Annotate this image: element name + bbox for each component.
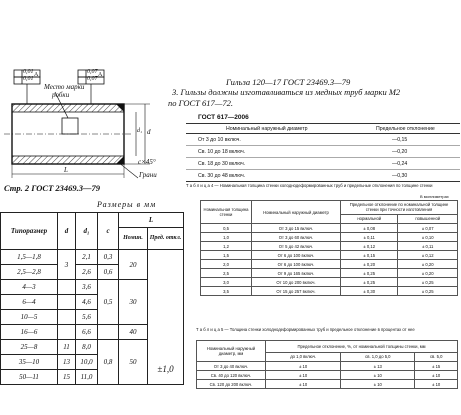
table-row: Св. 18 до 30 включ. —0,24 [186,158,460,170]
table-row: 2,0 От 6 до 100 включ. ± 0,20 ± 0,20 [201,260,458,269]
label-marking: Место марки [44,83,85,91]
table-row: Св. 30 до 48 включ. —0,30 [186,170,460,182]
table-row: От 3 до 10 включ. —0,15 [186,134,460,146]
tol1-top: 0,01 [23,69,34,75]
table-row: 10—5 5,6 [1,310,184,325]
gost-title: ГОСТ 617—2006 [198,114,249,121]
table-row: 1,2 От 5 до 42 включ. ± 0,12 ± 0,11 [201,242,458,251]
dim-d: d [147,128,151,136]
col-d1: d₁ [76,213,98,250]
table4-caption: Т а б л и ц а 4 — Номинальная толщина стенки холоднодеформированных труб и предельные отклонения по толщине стенки [186,183,433,188]
col-type: Типоразмер [1,213,58,250]
table-row: 3,5 От 15 до 257 включ. ± 0,30 ± 0,25 [201,287,458,296]
dim-length: L [64,166,68,174]
table5-caption: Т а б л и ц а 5 — Толщина стенки холоднодеформированных труб и предельное отклонение в процентах от нее [196,327,415,332]
table-row: 35—10 13 10,0 [1,355,184,370]
table-row: 4—3 3,6 0,5 30 [1,280,184,295]
table-row: 2,5—2,8 2,6 0,6 [1,265,184,280]
table-row: Св. 40 до 120 включ. ± 10 ± 10 ± 10 [197,371,458,380]
tol2-bot: 0,07 [87,76,98,82]
page-reference: Стр. 2 ГОСТ 23469.3—79 [4,183,101,193]
sizes-caption: Размеры в мм [97,200,157,209]
table-row: 1,0 От 3 до 60 включ. ± 0,11 ± 0,10 [201,233,458,242]
col-L: L [119,213,184,228]
sizes-table [0,212,184,385]
col-c: c [98,213,119,250]
table1-col1: Номинальный наружный диаметр [226,126,308,132]
label-marking-2: робки [52,91,70,99]
table-row: 25—8 11 8,0 0,8 50 [1,340,184,355]
para-line-1: 3. Гильзы должны изготавливаться из медных труб марки М2 [172,87,401,97]
table-row: 3,0 От 10 до 200 включ. ± 0,25 ± 0,25 [201,278,458,287]
table-row: Св. 10 до 18 включ. —0,20 [186,146,460,158]
label-facets: Грани [139,171,157,179]
dim-d1: d₁ [137,128,143,134]
right-header: Гильза 120—17 ГОСТ 23469.3—79 [226,77,351,87]
table-1 [186,123,460,182]
col-dev: Пред. откл. [148,227,184,249]
col-nom: Номин. [119,227,148,249]
para-line-2: по ГОСТ 617—72. [168,98,233,108]
tol1-bot: 0,01 [23,76,34,82]
table-row: 1,5 От 6 до 100 включ. ± 0,15 ± 0,12 [201,251,458,260]
tol1-letter: A [34,72,39,78]
unit-mm: В миллиметрах [420,194,449,199]
table-row: 1,5—1,8 3 2,1 0,3 20 ±1,0 [1,250,184,265]
table-row: 0,5 От 3 до 15 включ. ± 0,08 ± 0,07 [201,224,458,233]
table-row: От 3 до 40 включ. ± 10 ± 13 ± 15 [197,362,458,371]
table-row: 2,5 От 9 до 165 включ. ± 0,25 ± 0,20 [201,269,458,278]
table-row: 50—11 15 11,0 [1,370,184,385]
table-row: 6—4 4,6 [1,295,184,310]
table1-col2: Предельное отклонение [376,126,435,132]
dim-chamfer: c×45° [138,158,156,166]
tol2-top: 0,07 [87,69,98,75]
col-d: d [58,213,76,250]
table-5: Номинальный наружный диаметр, мм Предельное отклонение, %, от номинальной толщины стенки, мм до 1,0 включ. св. 1,0 до 5,0 св. 5,0 От 3 до 40 включ. ± 10 ± 13 ± 15 Св. 40 до 120 включ. ± 10 ± 10 ± 10 Св. 120 до 200 включ. ± 10 ± 10 ± 10 [196,340,458,389]
table-row: 16—6 6,6 40 [1,325,184,340]
tol2-letter: A [98,72,103,78]
table-4: Номинальная толщина стенки Номинальный наружный диаметр Предельное отклонение по номинальной толщине стенки при точности изготовления нормальной повышенной 0,5 От 3 до 15 включ. ± 0,08 ± 0,07 1,0 От 3 до 60 включ. ± 0,11 ± 0,10 1,2 От 5 до 42 включ. ± 0,12 ± 0,11 1,5 От 6 до 100 включ. ± 0,15 ± 0,12 2,0 От 6 до 100 включ. ± 0,20 ± 0,20 2,5 От 9 до 165 включ. ± 0,25 ± 0,20 3,0 От 10 до 200 включ. ± 0,25 ± 0,25 3,5 От 15 до 257 включ. ± 0,30 ± 0,25 [200,200,458,296]
table-row: Св. 120 до 200 включ. ± 10 ± 10 ± 10 [197,380,458,389]
